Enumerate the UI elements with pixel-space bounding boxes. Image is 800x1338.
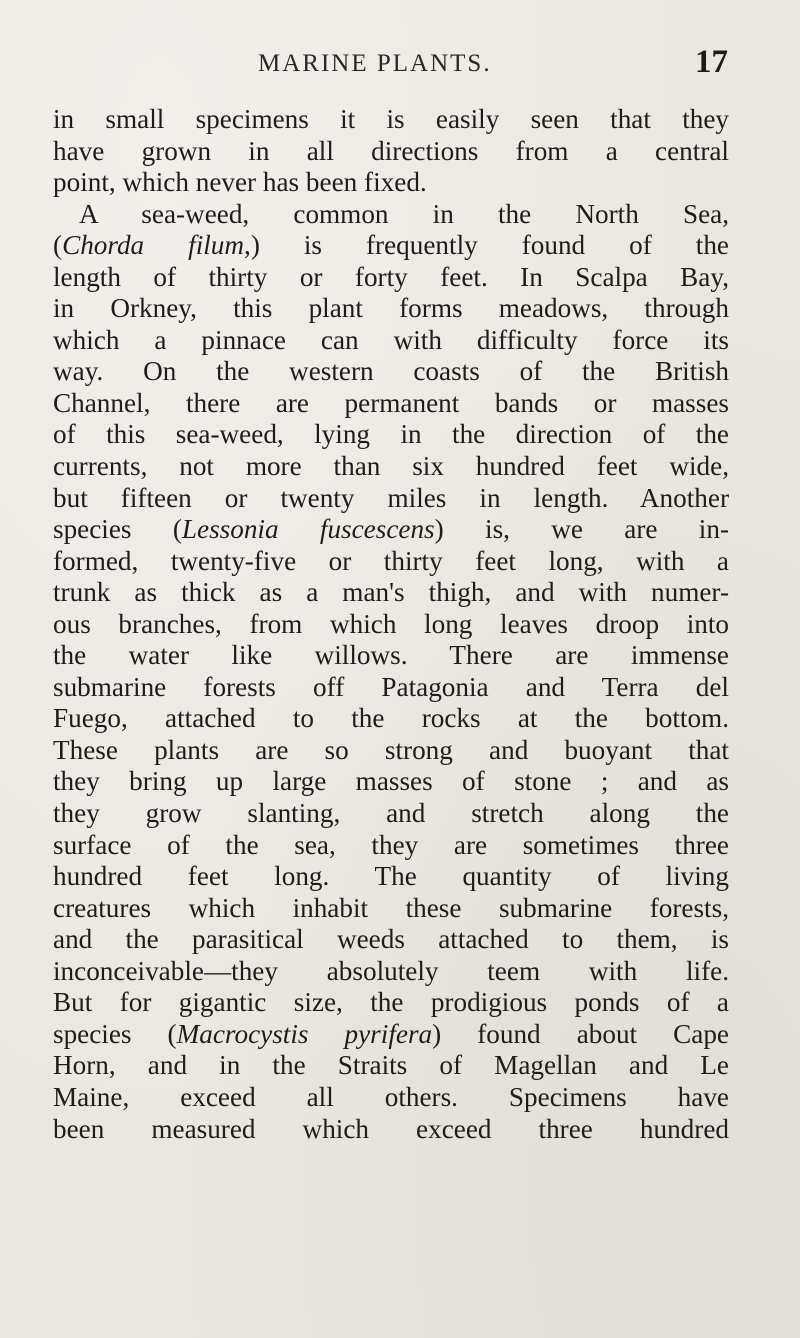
text-line: trunk as thick as a man's thigh, and with numer- [53,577,729,608]
text-line: Maine, exceed all others. Specimens have [53,1081,729,1112]
body-text [53,104,729,1145]
text-line: they bring up large masses of stone ; and as [53,766,729,797]
text-line: of this sea-weed, lying in the direction of the [53,419,729,450]
text-line: submarine forests off Patagonia and Terra del [53,671,729,702]
text-line: in Orkney, this plant forms meadows, through [53,293,729,324]
text-line: (Chorda filum,) is frequently found of the [53,230,730,261]
text-line: in small specimens it is easily seen that they [53,104,729,134]
text-line: Fuego, attached to the rocks at the bottom. [53,703,729,734]
text-line: way. On the western coasts of the British [53,356,729,387]
text-line: length of thirty or forty feet. In Scalpa Bay, [53,261,729,292]
text-line: which a pinnace can with difficulty force its [53,324,729,355]
text-line: point, which never has been fixed. [53,167,427,198]
text-line: currents, not more than six hundred feet wide, [53,451,729,482]
text-line: surface of the sea, they are sometimes three [53,829,729,860]
species-name: Lessonia fuscescens [181,514,435,545]
text-line: they grow slanting, and stretch along the [53,798,729,829]
species-name: Macrocystis pyrifera [176,1018,433,1049]
text-line: ous branches, from which long leaves droop into [53,608,729,639]
text-line: and the parasitical weeds attached to them, is [53,924,729,955]
page-number: 17 [695,44,728,80]
text-line: These plants are so strong and buoyant that [53,734,729,765]
text-line: been measured which exceed three hundred [53,1113,729,1144]
page-header [258,44,728,84]
text-line: the water like willows. There are immense [53,640,729,671]
text-line: Channel, there are permanent bands or masses [53,387,729,418]
running-head: MARINE PLANTS. [258,50,492,77]
text-line: creatures which inhabit these submarine forests, [53,892,729,923]
text-line: A sea-weed, common in the North Sea, [79,198,729,229]
text-line: Horn, and in the Straits of Magellan and Le [53,1050,729,1081]
text-line: species (Lessonia fuscescens) is, we are in- [53,514,730,545]
text-line: hundred feet long. The quantity of living [53,861,729,892]
text-line: but fifteen or twenty miles in length. Another [53,482,729,513]
species-name: Chorda filum [62,230,245,261]
text-line: species (Macrocystis pyrifera) found about Cape [53,1018,729,1049]
text-line: formed, twenty-five or thirty feet long, with a [53,545,729,576]
text-line: have grown in all directions from a central [53,135,729,166]
text-line: But for gigantic size, the prodigious ponds of a [53,987,729,1018]
text-line: inconceivable—they absolutely teem with life. [53,955,729,986]
